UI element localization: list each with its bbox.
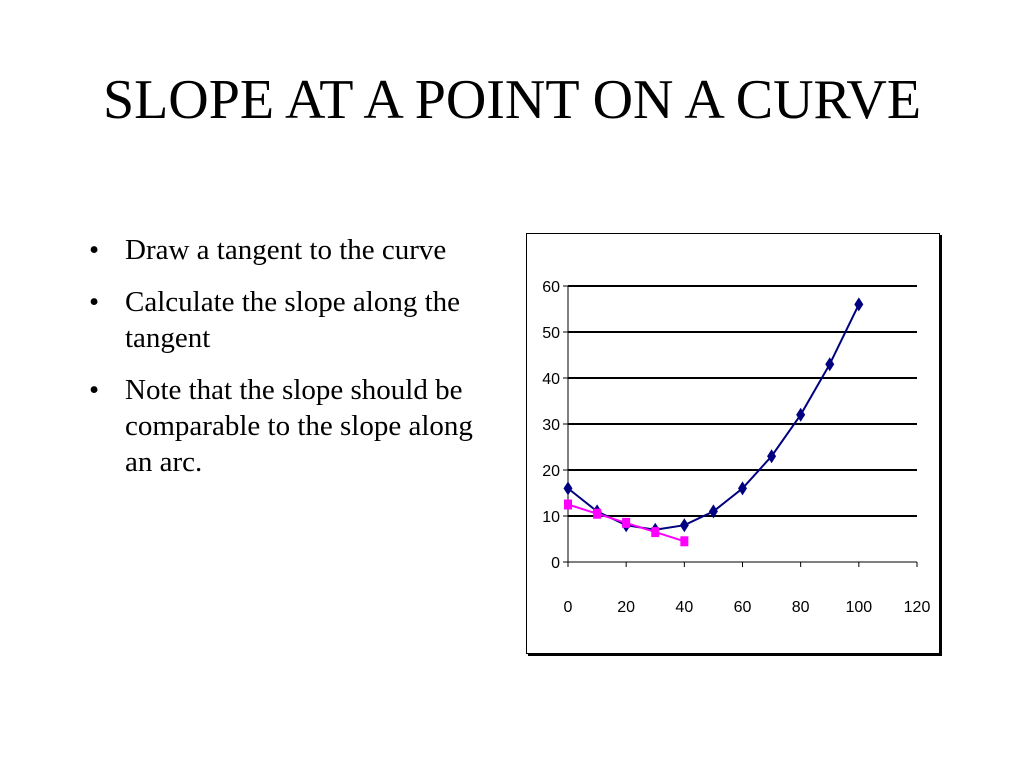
- x-tick-label: 80: [791, 599, 810, 616]
- bullet-item: [85, 232, 505, 268]
- y-tick-label: 40: [542, 371, 560, 388]
- bullet-text: Calculate the slope along the tangent: [125, 286, 461, 354]
- data-point: [564, 500, 572, 510]
- y-tick-label: 20: [542, 463, 560, 480]
- x-tick-label: 0: [563, 599, 573, 616]
- line-chart: [527, 234, 939, 653]
- slide-title: SLOPE AT A POINT ON A CURVE: [102, 69, 922, 131]
- bullet-icon: •: [89, 374, 100, 406]
- y-tick-label: 60: [542, 279, 560, 296]
- y-tick-label: 10: [542, 509, 560, 526]
- y-tick-label: 30: [542, 417, 560, 434]
- chart-frame: [526, 233, 940, 654]
- x-tick-label: 120: [903, 599, 931, 616]
- y-tick-label: 50: [542, 325, 560, 342]
- bullet-icon: •: [89, 286, 100, 318]
- data-point: [593, 509, 601, 519]
- x-tick-label: 60: [733, 599, 752, 616]
- data-point: [680, 518, 689, 532]
- bullet-text: Note that the slope should be comparable to the slope along an arc.: [125, 374, 473, 478]
- bullet-item: [85, 284, 505, 356]
- y-tick-label: 0: [551, 555, 560, 572]
- x-tick-label: 100: [845, 599, 873, 616]
- x-tick-label: 40: [675, 599, 694, 616]
- data-point: [564, 481, 573, 495]
- data-point: [680, 536, 688, 546]
- x-tick-label: 20: [617, 599, 636, 616]
- bullet-list: [85, 232, 505, 496]
- bullet-icon: •: [89, 234, 100, 266]
- data-point: [622, 518, 630, 528]
- bullet-text: Draw a tangent to the curve: [125, 234, 447, 266]
- data-point: [651, 527, 659, 537]
- series-line: [568, 304, 859, 529]
- bullet-item: [85, 372, 505, 480]
